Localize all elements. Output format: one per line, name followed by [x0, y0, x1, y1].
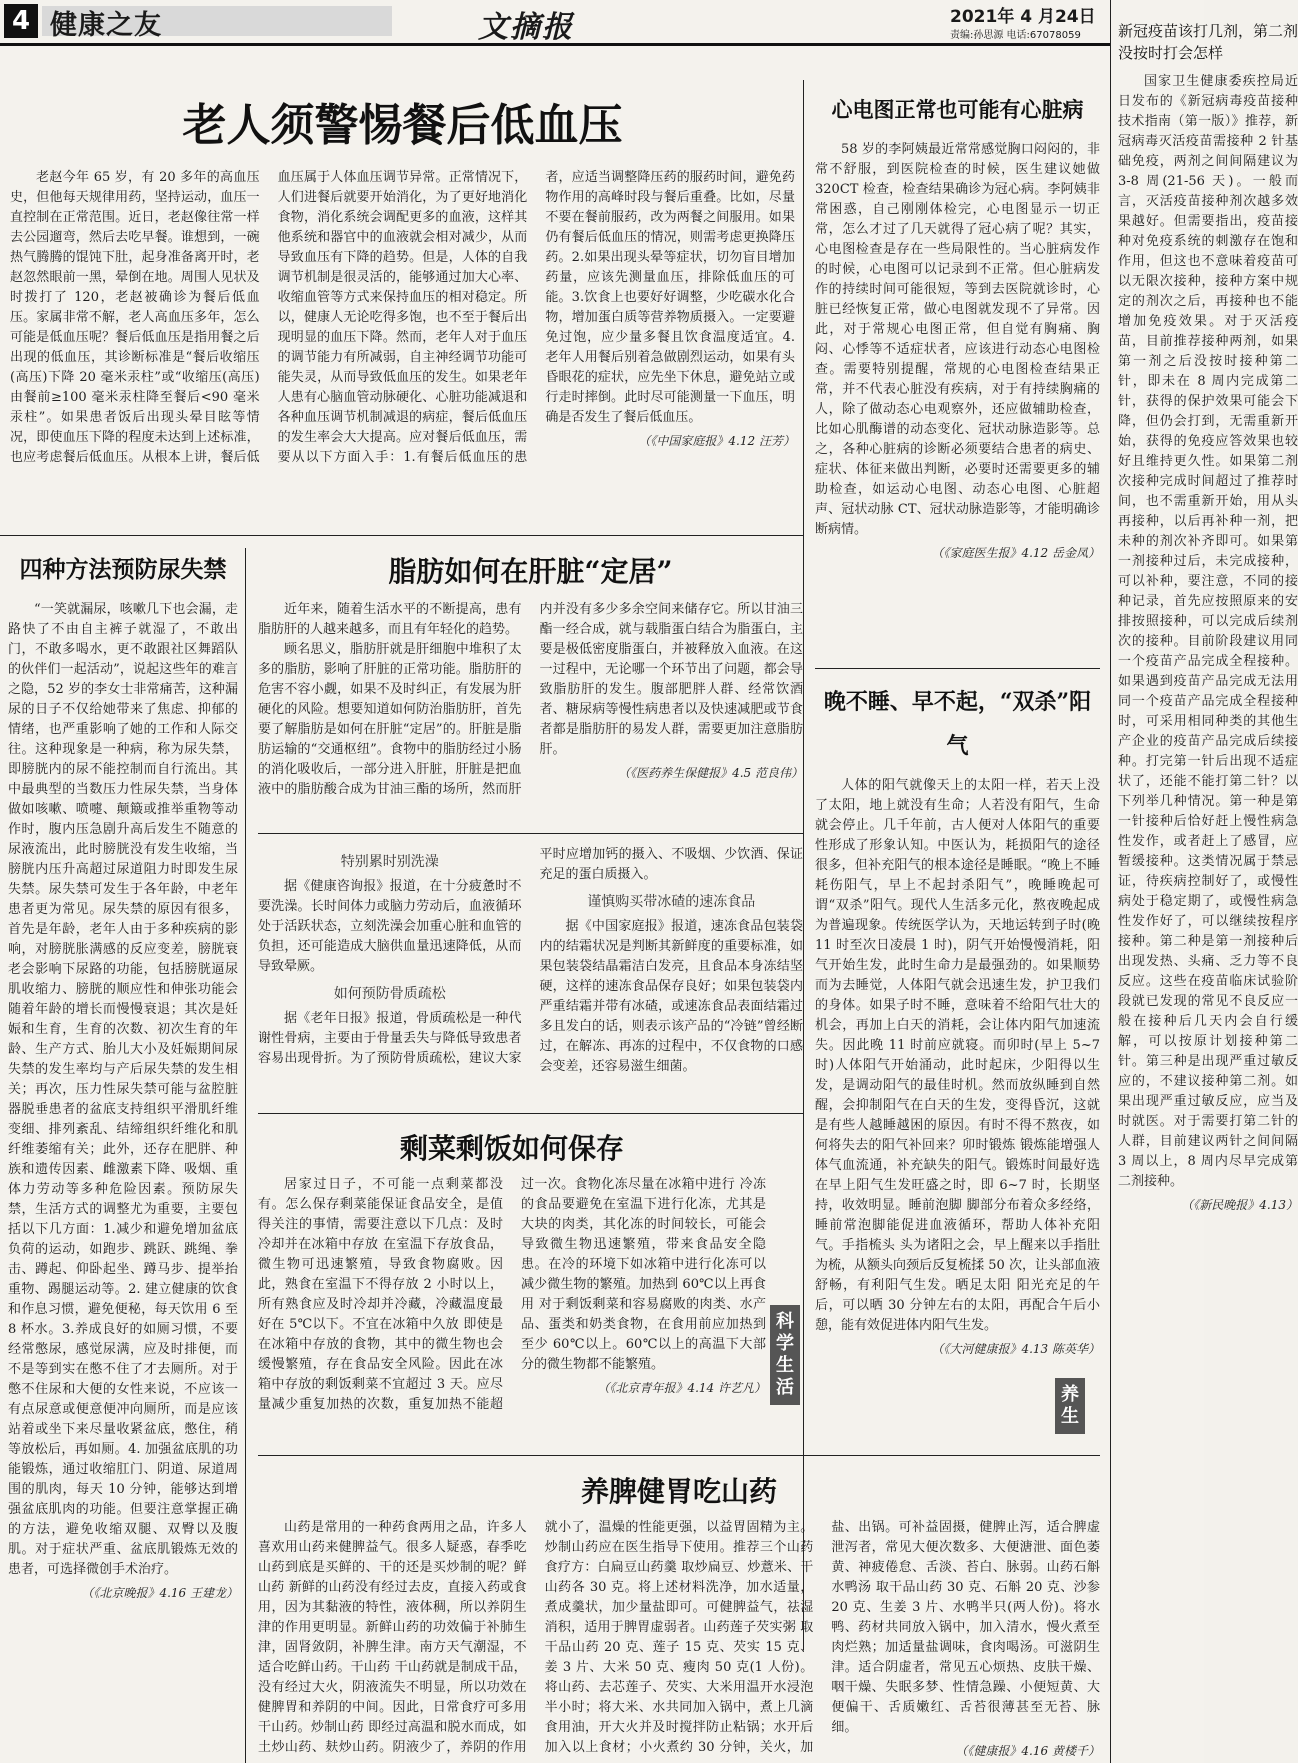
article-body: “一笑就漏尿，咳嗽几下也会漏，走路快了不由自主裤子就湿了，不敢出门，不敢多喝水，更不敢跟社区舞蹈队的伙伴们一起活动”，说起这些年的难言之隐，52 岁的李女士非常痛苦，这种漏尿的日子不仅给她带来了焦虑、抑郁的情绪，也严重影响了她的工作和人际交往。这种现象是一种病，称为尿失禁，即膀胱内的尿不能控制而自行流出。其中最典型的当数压力性尿失禁，当身体做如咳嗽、喷嚏、颠簸或推举重物等动作时，腹内压急剧升高后发生不随意的尿液流出，此时膀胱没有发生收缩，当膀胱内压升高超过尿道阻力时即发生尿失禁。尿失禁可发生于各年龄，中老年患者更为常见。尿失禁的原因有很多，首先是年龄，老年人由于多种疾病的影响，对膀胱胀满感的反应变差，膀胱衰老会影响下尿路的功能，包括膀胱逼尿肌收缩力、膀胱的顺应性和伸张功能会随着年龄的增长而慢慢衰退；其次是妊娠和生育，生育的次数、初次生育的年龄、生产方式、胎儿大小及妊娠期间尿失禁的发生率均与产后尿失禁的发生相关；再次，压力性尿失禁可能与盆腔脏器脱垂患者的盆底支持组织平滑肌纤维变细、排列紊乱、结缔组织纤维化和肌纤维萎缩有关；此外，还存在肥胖、种族和遗传因素、雌激素下降、吸烟、重体力劳动等多种危险因素。预防尿失禁，生活方式的调整尤为重要，主要包括以下几方面：1.减少和避免增加盆底负荷的运动，如跑步、跳跃、跳绳、拳击、蹲起、仰卧起坐、蹲马步、提举抬重物、踢腿运动等。2. 建立健康的饮食和作息习惯，避免便秘，每天饮用 6 至 8 杯水。3.养成良好的如厕习惯，不要经常憋尿，感觉尿满，应及时排便，而不是等到实在憋不住了才去厕所。对于憋不住尿和大便的女性来说，不应该一有点尿意或便意便冲向厕所，而是应该站着或坐下来尽量收紧盆底，憋住，稍等放松后，再如厕。4. 加强盆底肌的功能锻炼，通过收缩肛门、阴道、尿道周围的肌肉，每天 10 分钟，能够达到增强盆底肌肉的功能。但要注意掌握正确的方法，避免收缩双腿、双臀以及腹肌。对于症状严重、盆底肌锻炼无效的患者，可选择微创手术治疗。 — [8, 602, 238, 1577]
paper-name: 文摘报 — [478, 10, 574, 45]
article-body: 人体的阳气就像天上的太阳一样，若天上没了太阳，地上就没有生命；人若没有阳气，生命就会停止。几千年前，古人便对人体阳气的重要性形成了形象认知。中医认为，耗损阳气的途径很多，但补充阳气的根本途径是睡眠。“晚上不睡耗伤阳气，早上不起封杀阳气”，晚睡晚起可谓“双杀”阳气。现代人生活多元化，熬夜晚起成为普遍现象。传统医学认为，天地运转到子时(晚 11 时至次日凌晨 1 时)，阴气开始慢慢消耗，阳气开始生发，此时生命力是最强劲的。如果顺势而为去睡觉，人体阳气就会迅速生发，护卫我们的身体。如果子时不睡，意味着不给阳气壮大的机会，再加上白天的消耗，会让体内阳气加速流失。因此晚 11 时前应就寝。而卯时(早上 5~7 时)人体阳气开始涌动，此时起床，少阳得以生发，是调动阳气的最佳时机。然而放纵睡到自然醒，会抑制阳气在白天的生发，变得昏沉，这就是有些人越睡越困的原因。有时不得不熬夜，如何将失去的阳气补回来？卯时锻炼 锻炼能增强人体气血流通，补充缺失的阳气。锻炼时间最好选在早上阳气生发旺盛之时，即 6~7 时，长期坚持，收效明显。睡前泡脚 脚部分布着众多经络，睡前常泡脚能促进血液循环，帮助人体补充阳气。手指梳头 头为诸阳之会，早上醒来以手指肚为梳，从额头向颈后反复梳揉 50 次，让头部血液舒畅，有利阳气生发。晒足太阳 阳光充足的午后，可以晒 30 分钟左右的太阳，再配合午后小憩，能有效促进体内阳气生发。 — [815, 778, 1100, 1333]
article-body: 老赵今年 65 岁，有 20 多年的高血压史，但他每天规律用药，坚持运动，血压一直控制在正常范围。近日，老赵像往常一样去公园遛弯，然后去吃早餐。谁想到，一碗热气腾腾的馄饨下肚，起身准备离开时，老赵忽然眼前一黑，晕倒在地。周围人见状及时拨打了 120，老赵被确诊为餐后低血压。家属非常不解，老人高血压多年，怎么可能是低血压呢？餐后低血压是指用餐之后出现的低血压，其诊断标准是“餐后收缩压(高压)下降 20 毫米汞柱”或“收缩压(高压)由餐前≥100 毫米汞柱降至餐后<90 毫米汞柱”。如果患者饭后出现头晕目眩等情况，即使血压下降的程度未达到上述标准，也应考虑餐后低血压。从根本上讲，餐后低血压属于人体血压调节异常。正常情况下，人们进餐后就要开始消化，为了更好地消化食物，消化系统会调配更多的血液，这样其他系统和器官中的血液就会相对减少，从而导致血压有下降的趋势。但是，人体的自我调节机制是很灵活的，能够通过加大心率、收缩血管等方式来保持血压的相对稳定。所以，健康人无论吃得多饱，也不至于餐后出现明显的血压下降。然而，老年人对于血压的调节能力有所减弱，自主神经调节功能可能失灵，从而导致低血压的发生。如果老年人患有心脑血管动脉硬化、心脏功能减退和各种血压调节机制减退的病症，餐后低血压的发生率会大大提高。应对餐后低血压，需要从以下方面入手：1.有餐后低血压的患者，应适当调整降压药的服药时间，避免药物作用的高峰时段与餐后重叠。比如，尽量不要在餐前服药，改为两餐之间服用。如果仍有餐后低血压的情况，则需考虑更换降压药。2.如果出现头晕等症状，切勿盲目增加药量，应该先测量血压，排除低血压的可能。3.饮食上也要好好调整，少吃碳水化合物，增加蛋白质等营养物质摄入。一定要避免过饱，应少量多餐且饮食温度适宜。4. 老年人用餐后别着急做剧烈运动，如果有头昏眼花的症状，应先坐下休息，避免站立或行走时摔倒。此时尽可能测量一下血压，明确是否发生了餐后低血压。 — [10, 170, 795, 465]
article-lead: 近年来，随着生活水平的不断提高，患有脂肪肝的人越来越多，而且有年轻化的趋势。 — [258, 602, 522, 637]
article-source: （《大河健康报》4.13 陈英华） — [931, 1342, 1100, 1356]
page-number: 4 — [4, 4, 38, 38]
article-source: （《家庭医生报》4.12 岳金凤） — [931, 546, 1100, 560]
article-title: 剩菜剩饭如何保存 — [399, 1132, 624, 1165]
article-source: （《北京青年报》4.14 许艺凡） — [597, 1381, 766, 1395]
article-source: （《医药养生保健报》4.5 范良伟） — [618, 766, 803, 780]
brief-title: 特别累时别洗澡 — [340, 854, 439, 870]
brief-body: 据《老年日报》报道，骨质疏松是一种代谢性骨病，主要由于骨量丢失与降低导致患者容易出现骨折。为了预防骨质疏松，建议大家平时应增加钙的摄入、不吸烟、少饮酒、保证充足的蛋白质摄入。 — [258, 847, 803, 1066]
article-title: 老人须警惕餐后低血压 — [182, 100, 623, 151]
article-elderly-hypotension — [10, 90, 795, 530]
section-tag-health: 养生 — [1055, 1378, 1085, 1434]
right-column-rule — [1110, 0, 1111, 1763]
left-column-rule — [245, 548, 246, 1763]
article-incontinence — [8, 548, 238, 1758]
article-body: 58 岁的李阿姨最近常常感觉胸口闷闷的，非常不舒服，到医院检查的时候，医生建议她做 320CT 检查，检查结果确诊为冠心病。李阿姨非常困惑，自己刚刚体检完，心电图显示一切正常，怎么才过了几天就得了冠心病了呢？其实，心电图检查是存在一些局限性的。当心脏病发作的时候，心电图可以记录到不正常。但心脏病发作的持续时间可能很短，等到去医院就诊时，心脏已经恢复正常，做心电图就发现不了异常。因此，对于常规心电图正常，但自觉有胸痛、胸闷、心悸等不适症状者，应该进行动态心电图检查。需要特别提醒，常规的心电图检查结果正常，并不代表心脏没有疾病，对于有持续胸痛的人，除了做动态心电观察外，还应做辅助检查，比如心肌酶谱的动态变化、冠状动脉造影等。总之，各种心脏病的诊断必须要结合患者的病史、症状、体征来做出判断，必要时还需要更多的辅助检查，如运动心电图、动态心电图、心脏超声、冠状动脉 CT、冠状动脉造影等，才能明确诊断病情。 — [815, 142, 1100, 537]
rule-below-briefs — [258, 1113, 803, 1114]
article-ecg-heart — [815, 90, 1100, 660]
health-briefs — [258, 845, 803, 1107]
brief-title: 谨慎购买带冰碴的速冻食品 — [587, 894, 756, 910]
article-body: 顾名思义，脂肪肝就是肝细胞中堆积了太多的脂肪，影响了肝脏的正常功能。脂肪肝的危害不容小觑，如果不及时纠正，有发展为肝硬化的风险。想要知道如何防治脂肪肝，首先要了解脂肪是如何在肝脏“定居”的。肝脏是脂肪运输的“交通枢纽”。食物中的脂肪经过小肠的消化吸收后，一部分进入肝脏，肝脏是把血液中的脂肪酸合成为甘油三酯的场所，然而肝内并没有多少多余空间来储存它。所以甘油三酯一经合成，就与载脂蛋白结合为脂蛋白，主要是极低密度脂蛋白，并被释放入血液。在这一过程中，无论哪一个环节出了问题，都会导致脂肪肝的发生。腹部肥胖人群、经常饮酒者、糖尿病等慢性病患者以及快速减肥或节食者都是脂肪肝的易发人群，需要更加注意脂肪肝。 — [258, 602, 803, 797]
brief-title: 如何预防骨质疏松 — [333, 986, 446, 1002]
article-leftovers — [258, 1125, 766, 1450]
article-source: （《北京晚报》4.16 王建龙） — [81, 1586, 238, 1600]
brief-body: 据《中国家庭报》报道，速冻食品包装袋内的结霜状况是判断其新鲜度的重要标准，如果包装袋结晶霜洁白发亮，且食品本身冻结坚硬，这样的速冻食品保存良好；如果包装袋内严重结霜并带有冰碴，或速冻食品表面结霜过多且发白的话，则表示该产品的“冷链”曾经断过，在解冻、再冻的过程中，不仅食物的口感会变差，还容易滋生细菌。 — [539, 919, 803, 1074]
masthead — [0, 0, 1110, 46]
article-title: 养脾健胃吃山药 — [580, 1475, 777, 1508]
article-source: （《新民晚报》4.13） — [1181, 1198, 1298, 1212]
article-source: （《健康报》4.16 黄楼千） — [955, 1744, 1100, 1758]
rule-below-fatty — [258, 833, 803, 834]
rule-below-elderly — [0, 535, 803, 536]
brief-body: 据《健康咨询报》报道，在十分疲惫时不要洗澡。长时间体力或脑力劳动后，血液循环处于活跃状态，立刻洗澡会加重心脏和血管的负担，还可能造成大脑供血量迅速降低，从而导致晕厥。 — [258, 879, 522, 974]
rule-below-ecg — [815, 668, 1100, 669]
article-yang-qi — [815, 680, 1100, 1450]
article-title: 晚不睡、早不起，“双杀”阳气 — [823, 689, 1092, 759]
article-body: 国家卫生健康委疾控局近日发布的《新冠病毒疫苗接种技术指南（第一版）》推荐，新冠病毒灭活疫苗需接种 2 针基础免疫，两剂之间间隔建议为 3-8 周(21-56 天)。一般而言，灭活疫苗接种剂次越多效果越好。但需要指出，疫苗接种对免疫系统的刺激存在饱和作用，但这也不意味着疫苗可以无限次接种，接种方案中规定的剂次之后，再接种也不能增加免疫效果。对于灭活疫苗，目前推荐接种两剂，如果第一剂之后没按时接种第二针，即未在 8 周内完成第二针，获得的保护效果可能会下降，但仍会打到，无需重新开始，获得的免疫应答效果也较好且维持更久性。如果第二剂次接种完成时间超过了推荐时间，也不需重新开始，用从头再接种，以后再补种一剂，把未种的剂次补齐即可。如果第一剂接种过后，未完成接种，可以补种，要注意，不同的接种记录，首先应按照原来的安排按照接种，可以完成后续剂次的接种。目前阶段建议用同一个疫苗产品完成全程接种。如果遇到疫苗产品完成无法用同一个疫苗产品完成全程接种时，可采用相同种类的其他生产企业的疫苗产品完成后续接种。打完第一针后出现不适症状了，还能不能打第二针？以下列举几种情况。第一种是第一针接种后恰好赶上慢性病急性发作，或者赶上了感冒，应暂缓接种。这类情况属于禁忌证，待疾病控制好了，或慢性病处于稳定期了，或慢性病急性发作好了，可以继续按程序接种。第二种是第一剂接种后出现发热、头痛、乏力等不良反应。这些在疫苗临床试验阶段就已发现的常见不良反应一般在接种后几天内会自行缓解，可以按原计划接种第二针。第三种是出现严重过敏反应的，不建议接种第二剂。如果出现严重过敏反应，应当及时就医。对于需要打第二针的人群，目前建议两针之间间隔 3 周以上，8 周内尽早完成第二剂接种。 — [1118, 74, 1298, 1189]
article-title: 心电图正常也可能有心脏病 — [831, 97, 1084, 122]
article-body: 居家过日子，不可能一点剩菜都没有。怎么保存剩菜能保证食品安全，是值得关注的事情，需要注意以下几点：及时冷却并在冰箱中存放 在室温下存放食品，微生物可迅速繁殖，导致食物腐败。因此，熟食在室温下不得存放 2 小时以上，所有熟食应及时冷却并冷藏，冷藏温度最好在 5℃以下。不宜在冰箱中久放 即使是在冰箱中存放的食物，其中的微生物也会缓慢繁殖，存在食品安全风险。因此在冰箱中存放的剩饭剩菜不宜超过 3 天。应尽量减少重复加热的次数，重复加热不能超过一次。食物化冻尽量在冰箱中进行 冷冻的食品要避免在室温下进行化冻，尤其是大块的肉类，其化冻的时间较长，可能会导致微生物迅速繁殖，带来食品安全隐患。在冷的环境下如冰箱中进行化冻可以减少微生物的繁殖。加热到 60℃以上再食用 对于剩饭剩菜和容易腐败的肉类、水产品、蛋类和奶类食物，在食用前应加热到至少 60℃以上。60℃以上的高温下大部分的微生物都不能繁殖。 — [258, 1177, 766, 1412]
mid-column-rule — [803, 80, 804, 1650]
editors-line: 责编:孙思源 电话:67078059 — [950, 30, 1081, 41]
article-yam — [258, 1468, 1100, 1760]
section-name: 健康之友 — [50, 10, 162, 41]
article-title: 新冠疫苗该打几剂，第二剂没按时打会怎样 — [1118, 22, 1298, 62]
section-tag-science: 科学生活 — [770, 1305, 800, 1405]
issue-date: 2021年 4 月24日 — [950, 7, 1096, 27]
rule-above-yam — [258, 1455, 1100, 1456]
article-title: 四种方法预防尿失禁 — [19, 556, 227, 583]
article-title: 脂肪如何在肝脏“定居” — [388, 555, 673, 588]
article-fatty-liver — [258, 548, 803, 828]
article-covid-vaccine — [1118, 20, 1298, 1760]
article-body: 山药是常用的一种药食两用之品，许多人喜欢用山药来健脾益气。很多人疑惑，春季吃山药到底是买鲜的、干的还是买炒制的呢？鲜山药 新鲜的山药没有经过去皮，直接入药或食用，因为其黏液的特性，液体稠，所以养阴生津的作用更明显。新鲜山药的功效偏于补肺生津，固肾敛阴，补脾生津。南方天气潮湿，不适合吃鲜山药。干山药 干山药就是制成干品，没有经过大火，阴液流失不明显，所以功效在健脾胃和养阴的中间。因此，日常食疗可多用干山药。炒制山药 即经过高温和脱水而成，如土炒山药、麸炒山药。阴液少了，养阴的作用就小了，温燥的性能更强，以益胃固精为主。炒制山药应在医生指导下使用。推荐三个山药食疗方：白扁豆山药羹 取炒扁豆、炒薏米、干山药各 30 克。将上述材料洗净，加水适量，煮成羹状，加少量盐即可。可健脾益气，祛湿消积，适用于脾胃虚弱者。山药莲子芡实粥 取干品山药 20 克、莲子 15 克、芡实 15 克、姜 3 片、大米 50 克、瘦肉 50 克(1 人份)。将山药、去芯莲子、芡实、大米用温开水浸泡半小时；将大米、水共同加入锅中，煮上几滴食用油，开大火并及时搅拌防止粘锅；水开后加入以上食材；小火煮约 30 分钟，关火，加盐、出锅。可补益固摄，健脾止泻，适合脾虚泄泻者，常见大便次数多、大便溏泄、面色萎黄、神疲倦怠、舌淡、苔白、脉弱。山药石斛水鸭汤 取干品山药 30 克、石斛 20 克、沙参 20 克、生姜 3 片、水鸭半只(两人份)。将水鸭、药材共同放入锅中，加入清水，慢火煮至肉烂熟；加适量盐调味，食肉喝汤。可滋阴生津。适合阴虚者，常见五心烦热、皮肤干燥、咽干燥、失眠多梦、性情急躁、小便短黄、大便偏干、舌质嫩红、舌苔很薄甚至无苔、脉细。 — [258, 1520, 1100, 1755]
article-source: （《中国家庭报》4.12 汪芳） — [638, 434, 795, 448]
